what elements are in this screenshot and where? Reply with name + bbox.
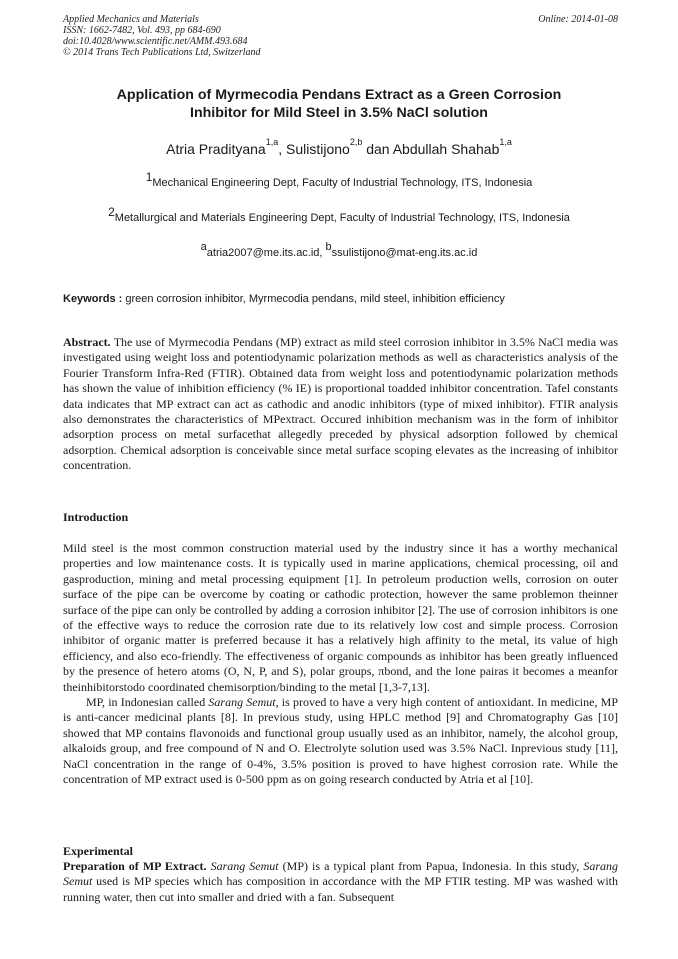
keywords-label: Keywords : [63, 293, 123, 305]
email-a: atria2007@me.its.ac.id, [206, 247, 326, 259]
intro-p2-rest: , is proved to have a very high content of antioxidant. In medicine, MP is anti-cancer medicinal plants [8]. In previous study, using HPLC method [9] and Chromatography Gas [10] showed that MP contains flavonoids and functional group usually used as an inhibitor, namely, the alcohol group, alkaloids group, and free compound of N and O. Electrolyte solution used was 3.5% NaCl. Inprevious study [11], NaCl concentration in the range of 0-4%, 3.5% position is proved to have highest corrosion rate. While the concentration of MP extract used is 0-500 ppm as on going research conducted by Atria et al [10]. [63, 695, 619, 787]
journal-header [63, 14, 618, 58]
experimental-italic-1: Sarang Semut [210, 859, 279, 873]
intro-p2-start: MP, in Indonesian called [86, 695, 209, 710]
copyright-line: © 2014 Trans Tech Publications Ltd, Switzerland [63, 47, 261, 58]
online-date: Online: 2014-01-08 [538, 14, 618, 25]
author-3-name: dan Abdullah Shahab [362, 141, 500, 157]
author-list [60, 137, 618, 158]
email-b: ssulistijono@mat-eng.its.ac.id [331, 247, 478, 259]
experimental-italic-2: Sarang Semut [63, 859, 618, 889]
title-line-1: Application of Myrmecodia Pendans Extract as a Green Corrosion [116, 87, 562, 103]
preparation-label: Preparation of MP Extract. [63, 859, 207, 873]
author-2-sup: 2,b [349, 137, 363, 147]
affiliation-2-text: Metallurgical and Materials Engineering Dept, Faculty of Industrial Technology, ITS, Indonesia [114, 212, 570, 224]
journal-name: Applied Mechanics and Materials [63, 14, 199, 25]
introduction-heading: Introduction [63, 510, 129, 524]
affiliation-2 [60, 205, 618, 225]
intro-paragraph-1: Mild steel is the most common construction material used by the industry since it has a worthy mechanical properties and low maintenance costs. It is typically used in marine applications, chemical processing, oil and gasproduction, mining and metal processing equipment [1]. In petroleum production wells, corrosion on outer surface of the pipe can be overcome by coating or cathodic protection, however the same problemon theinner surface of the pipe can only be controlled by adding a corrosion inhibitor [2]. The use of corrosion inhibitors is one of the effective ways to reduce the corrosion rate due to its relatively low cost and simple process. Corrosion inhibitor of organic matter is preferred because it has a relatively high affinity to the metal, its value of high efficiency, and also eco-friendly. The effectiveness of organic compounds as inhibitor has been greatly influenced by the presence of hetero atoms (O, N, P, and S), polar groups, πbond, and the lone pairas it becomes a meanfor theinhibitorstodo coordinated chemisorption/binding to the metal [1,3-7,13]. [63, 541, 618, 694]
intro-p2-italic: Sarang Semut [208, 695, 276, 710]
paper-title [60, 86, 618, 122]
doi-line: doi:10.4028/www.scientific.net/AMM.493.684 [63, 36, 248, 47]
issn-line: ISSN: 1662-7482, Vol. 493, pp 684-690 [63, 25, 221, 36]
experimental-text-1: (MP) is a typical plant from Papua, Indonesia. In this study, [278, 859, 584, 873]
author-3-sup: 1,a [499, 137, 512, 147]
title-line-2: Inhibitor for Mild Steel in 3.5% NaCl solution [190, 105, 488, 121]
experimental-heading: Experimental [63, 844, 133, 858]
abstract-text: The use of Myrmecodia Pendans (MP) extract as mild steel corrosion inhibitor in 3.5% NaCl media was investigated using weight loss and potentiodynamic polarization methods as well as characteristics analysis of the Fourier Transform Infra-Red (FTIR). Obtained data from weight loss and potentiodynamic polarization methods has shown the value of inhibition efficiency (% IE) is proportional toadded inhibitor concentration. Tafel constants data indicates that MP extract can act as cathodic and anodic inhibitors (type of mixed inhibitor). FTIR analysis also demonstrates the characteristics of MPextract. Occured inhibition mechanism was in the form of inhibitor adsorption process on metal surfacethat allegedly preceded by physical adsorption followed by chemical adsorption. Chemical adsorption is conceivable since metal surface scoping elevates as the increasing of inhibitor concentration. [63, 335, 618, 473]
affiliation-1-text: Mechanical Engineering Dept, Faculty of Industrial Technology, ITS, Indonesia [152, 177, 533, 189]
intro-paragraph-2 [63, 695, 618, 787]
email-a-sup: a [200, 241, 207, 253]
keywords-text: green corrosion inhibitor, Myrmecodia pendans, mild steel, inhibition efficiency [122, 293, 505, 305]
keywords-line [63, 292, 618, 306]
affiliation-2-number: 2 [108, 205, 115, 219]
author-emails [60, 241, 618, 260]
abstract-paragraph [63, 335, 618, 474]
affiliation-1 [60, 170, 618, 190]
experimental-text-2: used is MP species which has composition in accordance with the MP FTIR testing. MP was washed with running water, then cut into smaller and dried with a fan. Subsequent [63, 874, 618, 904]
affiliation-1-number: 1 [145, 170, 153, 184]
introduction-body [63, 541, 618, 788]
experimental-body [63, 859, 618, 905]
author-1-sup: 1,a [265, 137, 279, 147]
author-1-name: Atria Pradityana [166, 141, 266, 157]
author-2-name: , Sulistijono [278, 141, 350, 157]
email-b-sup: b [325, 241, 332, 253]
abstract-label: Abstract. [63, 335, 111, 349]
